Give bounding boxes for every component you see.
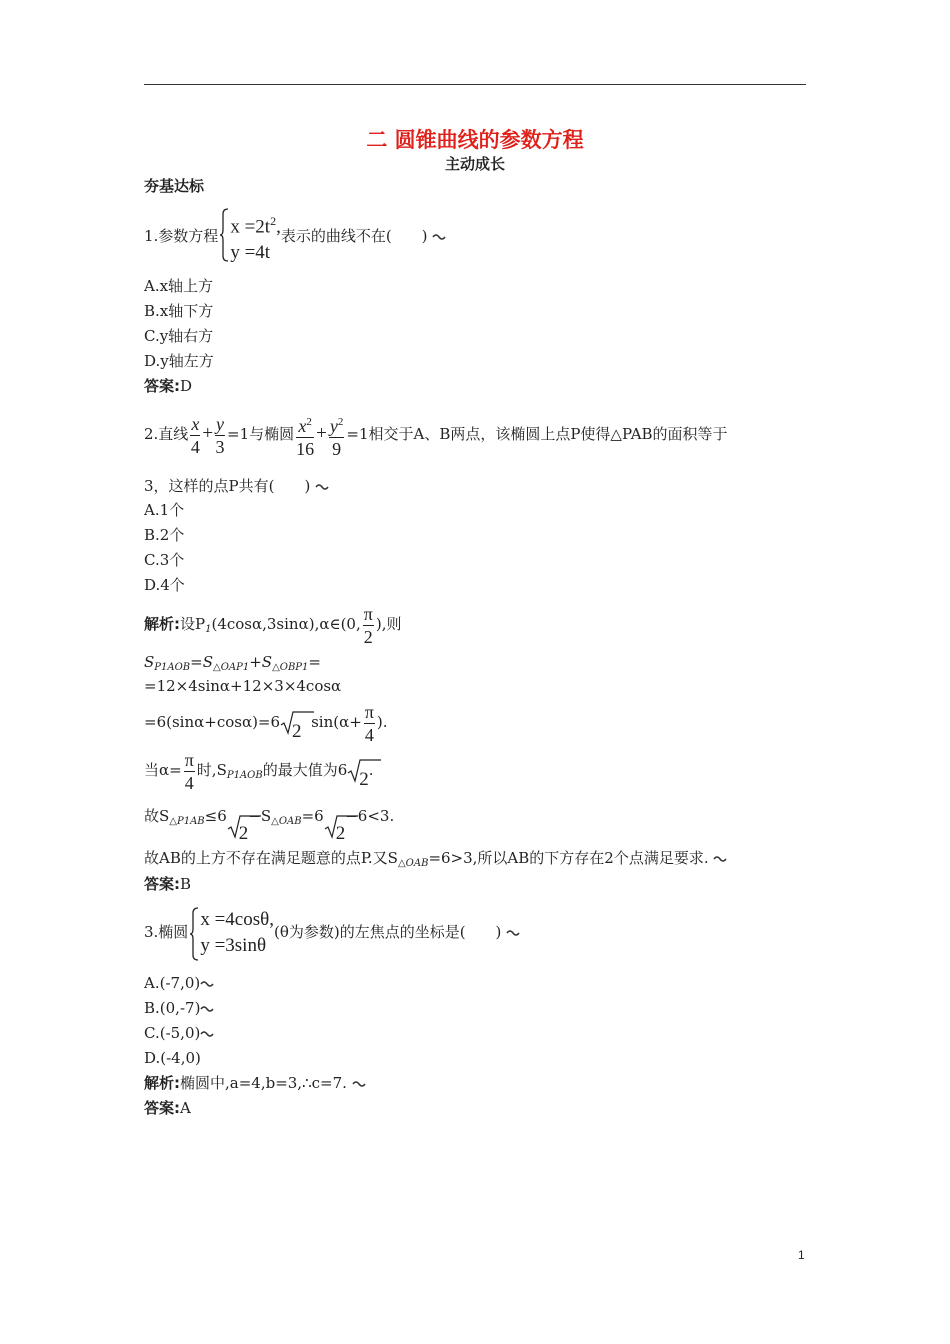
q3-stem	[144, 902, 520, 962]
q1-row1-exp: 2	[270, 213, 277, 228]
q2-a5-mid2: 的最大值为6	[262, 761, 348, 779]
q2-analysis-line2	[144, 652, 321, 678]
q2-a1-frac-num: π	[363, 603, 373, 624]
q2-a2: S	[144, 653, 155, 671]
q2-a1-post: ),则	[375, 615, 402, 633]
q2-plus1: +	[202, 423, 214, 444]
q2-a5-mid: 时,S	[196, 761, 227, 779]
q2-analysis-line5	[144, 748, 374, 798]
q2-analysis-line1	[144, 602, 401, 652]
q3-row2: y =3sinθ	[200, 935, 267, 956]
q2-plus2: +	[316, 423, 327, 444]
q2-a1-frac	[363, 603, 374, 648]
q1-system	[220, 208, 281, 266]
q2-a4-mid: sin(α+	[311, 713, 362, 731]
q1-suffix: 表示的曲线不在( )	[280, 227, 428, 245]
q2-a5-sub: P1AOB	[226, 770, 263, 781]
q2-a6-sqrt	[227, 814, 249, 844]
q3-row1: x =4cosθ,	[200, 909, 274, 930]
q2-a1-pre: 设P	[180, 615, 206, 633]
q2-mid: =1与椭圆	[227, 425, 295, 443]
q2-stem	[144, 410, 728, 460]
q2-analysis-line6	[144, 796, 394, 842]
q2-option-c: C.3个	[144, 551, 185, 569]
q3-analysis-label: 解析:	[144, 1074, 180, 1092]
q2-a4-post: ).	[376, 713, 388, 731]
q1-answer-value: D	[180, 377, 193, 395]
q2-a2-sub2: △OAP1	[213, 662, 250, 673]
q2-frac2-den: 3	[215, 436, 225, 457]
q2-frac4-num: y	[329, 415, 338, 436]
q3-prefix: 3.椭圆	[144, 923, 189, 941]
q3-system	[190, 907, 274, 959]
q2-a6-pre: 故S	[144, 807, 170, 825]
q2-frac3	[296, 411, 314, 460]
pen-mark-icon	[432, 232, 446, 242]
q2-answer-value: B	[180, 875, 192, 893]
q2-a1-mid: (4cosα,3sinα),α∈(0,	[211, 615, 361, 633]
q3-suffix: (θ为参数)的左焦点的坐标是( )	[273, 923, 502, 941]
q2-a5-frac-num: π	[184, 749, 194, 770]
sqrt-sign-icon	[227, 814, 261, 840]
q2-a2-sub3: △OBP1	[272, 662, 309, 673]
q1-row1: x =2t	[230, 216, 271, 238]
q2-a1-frac-den: 2	[363, 626, 373, 647]
q3-answer-value: A	[180, 1099, 191, 1117]
q2-a7-sub: △OAB	[397, 858, 429, 869]
q2-option-a: A.1个	[144, 501, 185, 519]
q1-stem	[144, 206, 446, 266]
q1-row1-comma: ,	[276, 216, 281, 238]
q3-analysis-text: 椭圆中,a=4,b=3,∴c=7.	[180, 1074, 347, 1092]
section-heading: 夯基达标	[144, 177, 205, 195]
pen-mark-icon	[200, 979, 214, 989]
q2-a5-frac	[184, 749, 195, 794]
q2-frac1-num: x	[191, 413, 200, 434]
left-brace-icon	[220, 208, 229, 262]
q3-answer-label: 答案:	[144, 1099, 180, 1117]
q2-a6-rad2: 2	[335, 823, 346, 844]
q1-option-b: B.x轴下方	[144, 302, 214, 320]
q2-analysis-label: 解析:	[144, 615, 180, 633]
q2-a4-frac-den: 4	[364, 724, 374, 745]
q2-frac4-exp: 2	[337, 415, 344, 428]
left-brace-icon	[190, 907, 199, 961]
pen-mark-icon	[713, 854, 727, 864]
q3-analysis	[144, 1073, 366, 1093]
q2-a1-sub: 1	[205, 624, 212, 635]
q2-frac3-exp: 2	[306, 415, 312, 428]
sqrt-sign-icon	[280, 710, 314, 736]
q2-a4-frac	[364, 701, 375, 746]
q2-frac2-num: y	[216, 413, 225, 434]
header-rule	[144, 84, 806, 85]
q2-stem-line2	[144, 476, 329, 496]
pen-mark-icon	[200, 1029, 214, 1039]
sqrt-sign-icon	[324, 814, 358, 840]
q2-a5-pre: 当α=	[144, 761, 182, 779]
q3-option-c-text: C.(-5,0)	[144, 1024, 201, 1042]
q2-frac4-den: 9	[332, 438, 342, 459]
q1-option-a: A.x轴上方	[144, 277, 214, 295]
q2-option-d: D.4个	[144, 576, 185, 594]
q2-tail: =1相交于A、B两点，该椭圆上点P使得△PAB的面积等于	[346, 425, 728, 443]
q3-option-d: D.(-4,0)	[144, 1049, 201, 1067]
page-title: 二 圆锥曲线的参数方程	[366, 128, 584, 152]
q2-frac1-den: 4	[190, 436, 200, 457]
q2-a7-post: =6>3,所以AB的下方存在2个点满足要求.	[428, 849, 709, 867]
q3-option-b	[144, 998, 214, 1018]
q2-analysis-line7	[144, 848, 727, 874]
q2-a2-mid2: +S	[249, 653, 273, 671]
q2-a5-sqrt	[347, 758, 369, 790]
q2-frac3-den: 16	[296, 438, 315, 459]
q2-answer-label: 答案:	[144, 875, 180, 893]
q2-frac4	[329, 411, 345, 460]
q2-a6-mid: ≤6	[204, 807, 227, 825]
pen-mark-icon	[352, 1079, 366, 1089]
q3-option-a	[144, 973, 214, 993]
sqrt-sign-icon	[347, 758, 381, 784]
q2-analysis-line4	[144, 700, 388, 746]
q1-option-c: C.y轴右方	[144, 327, 214, 345]
pen-mark-icon	[506, 928, 520, 938]
q1-answer	[144, 376, 192, 396]
q3-option-c	[144, 1023, 214, 1043]
q2-option-b: B.2个	[144, 526, 185, 544]
q3-answer	[144, 1098, 191, 1118]
q2-a6-rad: 2	[238, 823, 249, 844]
q2-a4-rad: 2	[292, 721, 302, 742]
q1-option-d: D.y轴左方	[144, 352, 214, 370]
q2-a5-frac-den: 4	[184, 772, 194, 793]
q2-a6-sub: △P1AB	[169, 816, 205, 827]
q2-a6-mid3: =6	[301, 807, 324, 825]
q2-a7-pre: 故AB的上方不存在满足题意的点P.又S	[144, 849, 398, 867]
q2-frac3-num: x	[298, 415, 307, 436]
q2-answer	[144, 874, 191, 894]
q2-a4-sqrt	[280, 710, 302, 742]
q1-answer-label: 答案:	[144, 377, 180, 395]
q2-line2-text: 3，这样的点P共有( )	[144, 477, 311, 495]
page-number: 1	[798, 1248, 805, 1262]
q2-a5-rad: 2	[359, 769, 369, 790]
q2-frac2	[215, 413, 225, 458]
q2-frac1	[190, 413, 200, 458]
q2-prefix: 2.直线	[144, 425, 189, 443]
q3-option-b-text: B.(0,-7)	[144, 999, 201, 1017]
q2-a4-frac-num: π	[364, 701, 374, 722]
q1-row2: y =4t	[230, 242, 271, 264]
q1-prefix: 1.参数方程	[144, 227, 219, 245]
pen-mark-icon	[315, 482, 329, 492]
q2-a6-sub2: △OAB	[271, 816, 302, 827]
q3-option-a-text: A.(-7,0)	[144, 974, 201, 992]
q2-a5-post: .	[368, 761, 374, 779]
q2-a2-post: =	[308, 653, 321, 671]
pen-mark-icon	[200, 1004, 214, 1014]
q2-a6-sqrt2	[324, 814, 346, 844]
q2-a6-post: −6<3.	[345, 807, 395, 825]
q2-a4-pre: =6(sinα+cosα)=6	[144, 713, 281, 731]
q2-a2-mid: =S	[190, 653, 213, 671]
page-subtitle: 主动成长	[444, 155, 505, 173]
q2-a6-mid2: −S	[248, 807, 272, 825]
q2-analysis-line3: =12×4sinα+12×3×4cosα	[144, 677, 342, 695]
q2-a2-sub: P1AOB	[154, 662, 191, 673]
